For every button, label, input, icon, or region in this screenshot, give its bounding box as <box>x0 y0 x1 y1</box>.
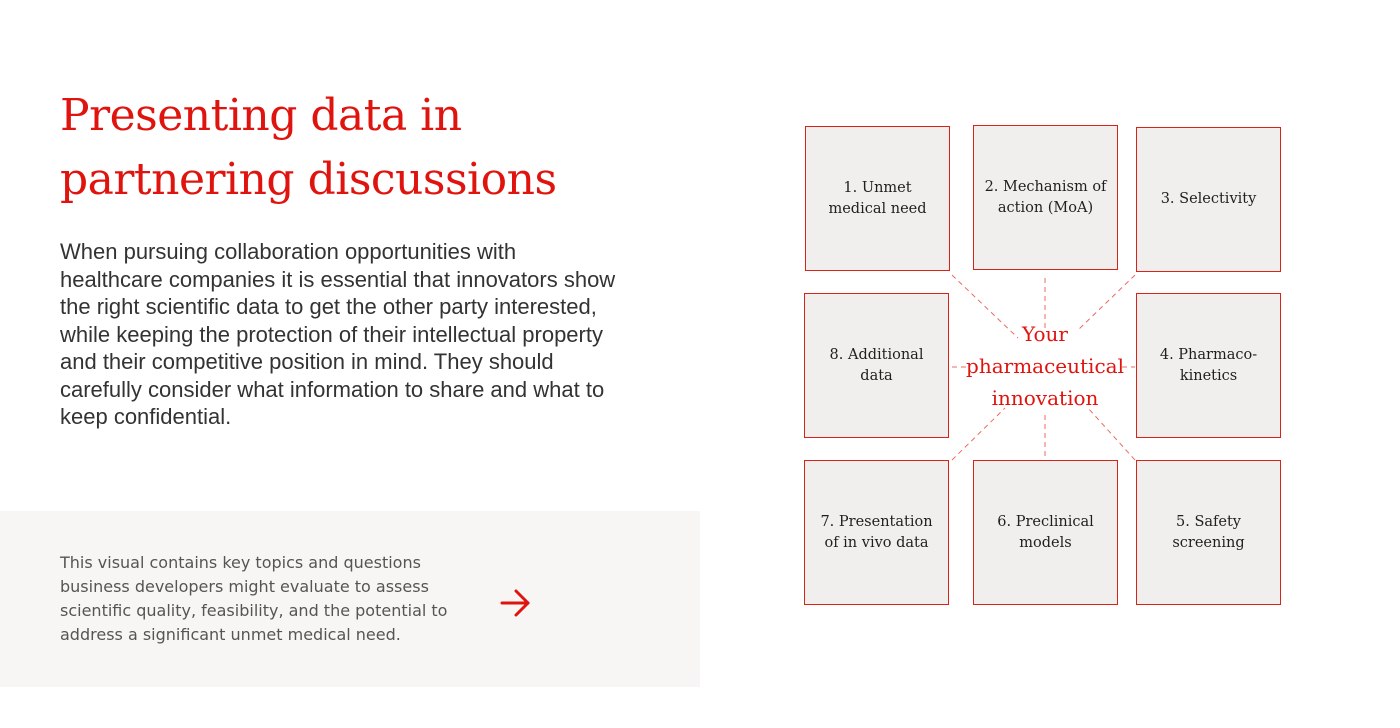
topic-box-safety-screening[interactable] <box>1136 460 1281 605</box>
topic-label: 2. Mechanism of action (MoA) <box>984 178 1107 216</box>
info-panel <box>0 511 700 687</box>
connector-line <box>952 408 1005 460</box>
diagram-center-label: Your pharmaceutical innovation <box>966 322 1124 410</box>
topic-diagram <box>790 110 1300 620</box>
info-text: This visual contains key topics and questions business developers might evaluate to assess scientific quality, feasibility, and the potential to address a significant unmet medical need. <box>60 553 448 644</box>
page-title: Presenting data in partnering discussions <box>60 90 557 205</box>
topic-box-selectivity[interactable] <box>1136 127 1281 272</box>
connector-line <box>1088 408 1135 460</box>
topic-label: 7. Presentation of in vivo data <box>820 513 933 551</box>
topic-label: 1. Unmet medical need <box>828 179 927 217</box>
topic-box-pharmacokinetics[interactable] <box>1136 293 1281 438</box>
topic-label: 6. Preclinical models <box>997 513 1094 551</box>
arrow-right-icon[interactable] <box>496 583 536 623</box>
topic-label: 3. Selectivity <box>1160 191 1257 207</box>
topic-box-mechanism-of-action[interactable] <box>973 125 1118 270</box>
topic-box-in-vivo-data[interactable] <box>804 460 949 605</box>
intro-paragraph: When pursuing collaboration opportunities with healthcare companies it is essential that innovators show the right scientific data to get the other party interested, while keeping the protection of their intellectual property and their competitive position in mind. They should carefully consider what information to share and what to keep confidential. <box>60 239 616 429</box>
topic-box-preclinical-models[interactable] <box>973 460 1118 605</box>
topic-box-unmet-medical-need[interactable] <box>805 126 950 271</box>
topic-label: 4. Pharmaco-kinetics <box>1159 346 1258 384</box>
topic-box-additional-data[interactable] <box>804 293 949 438</box>
topic-label: 5. Safety screening <box>1172 513 1245 551</box>
topic-label: 8. Additional data <box>829 346 924 384</box>
